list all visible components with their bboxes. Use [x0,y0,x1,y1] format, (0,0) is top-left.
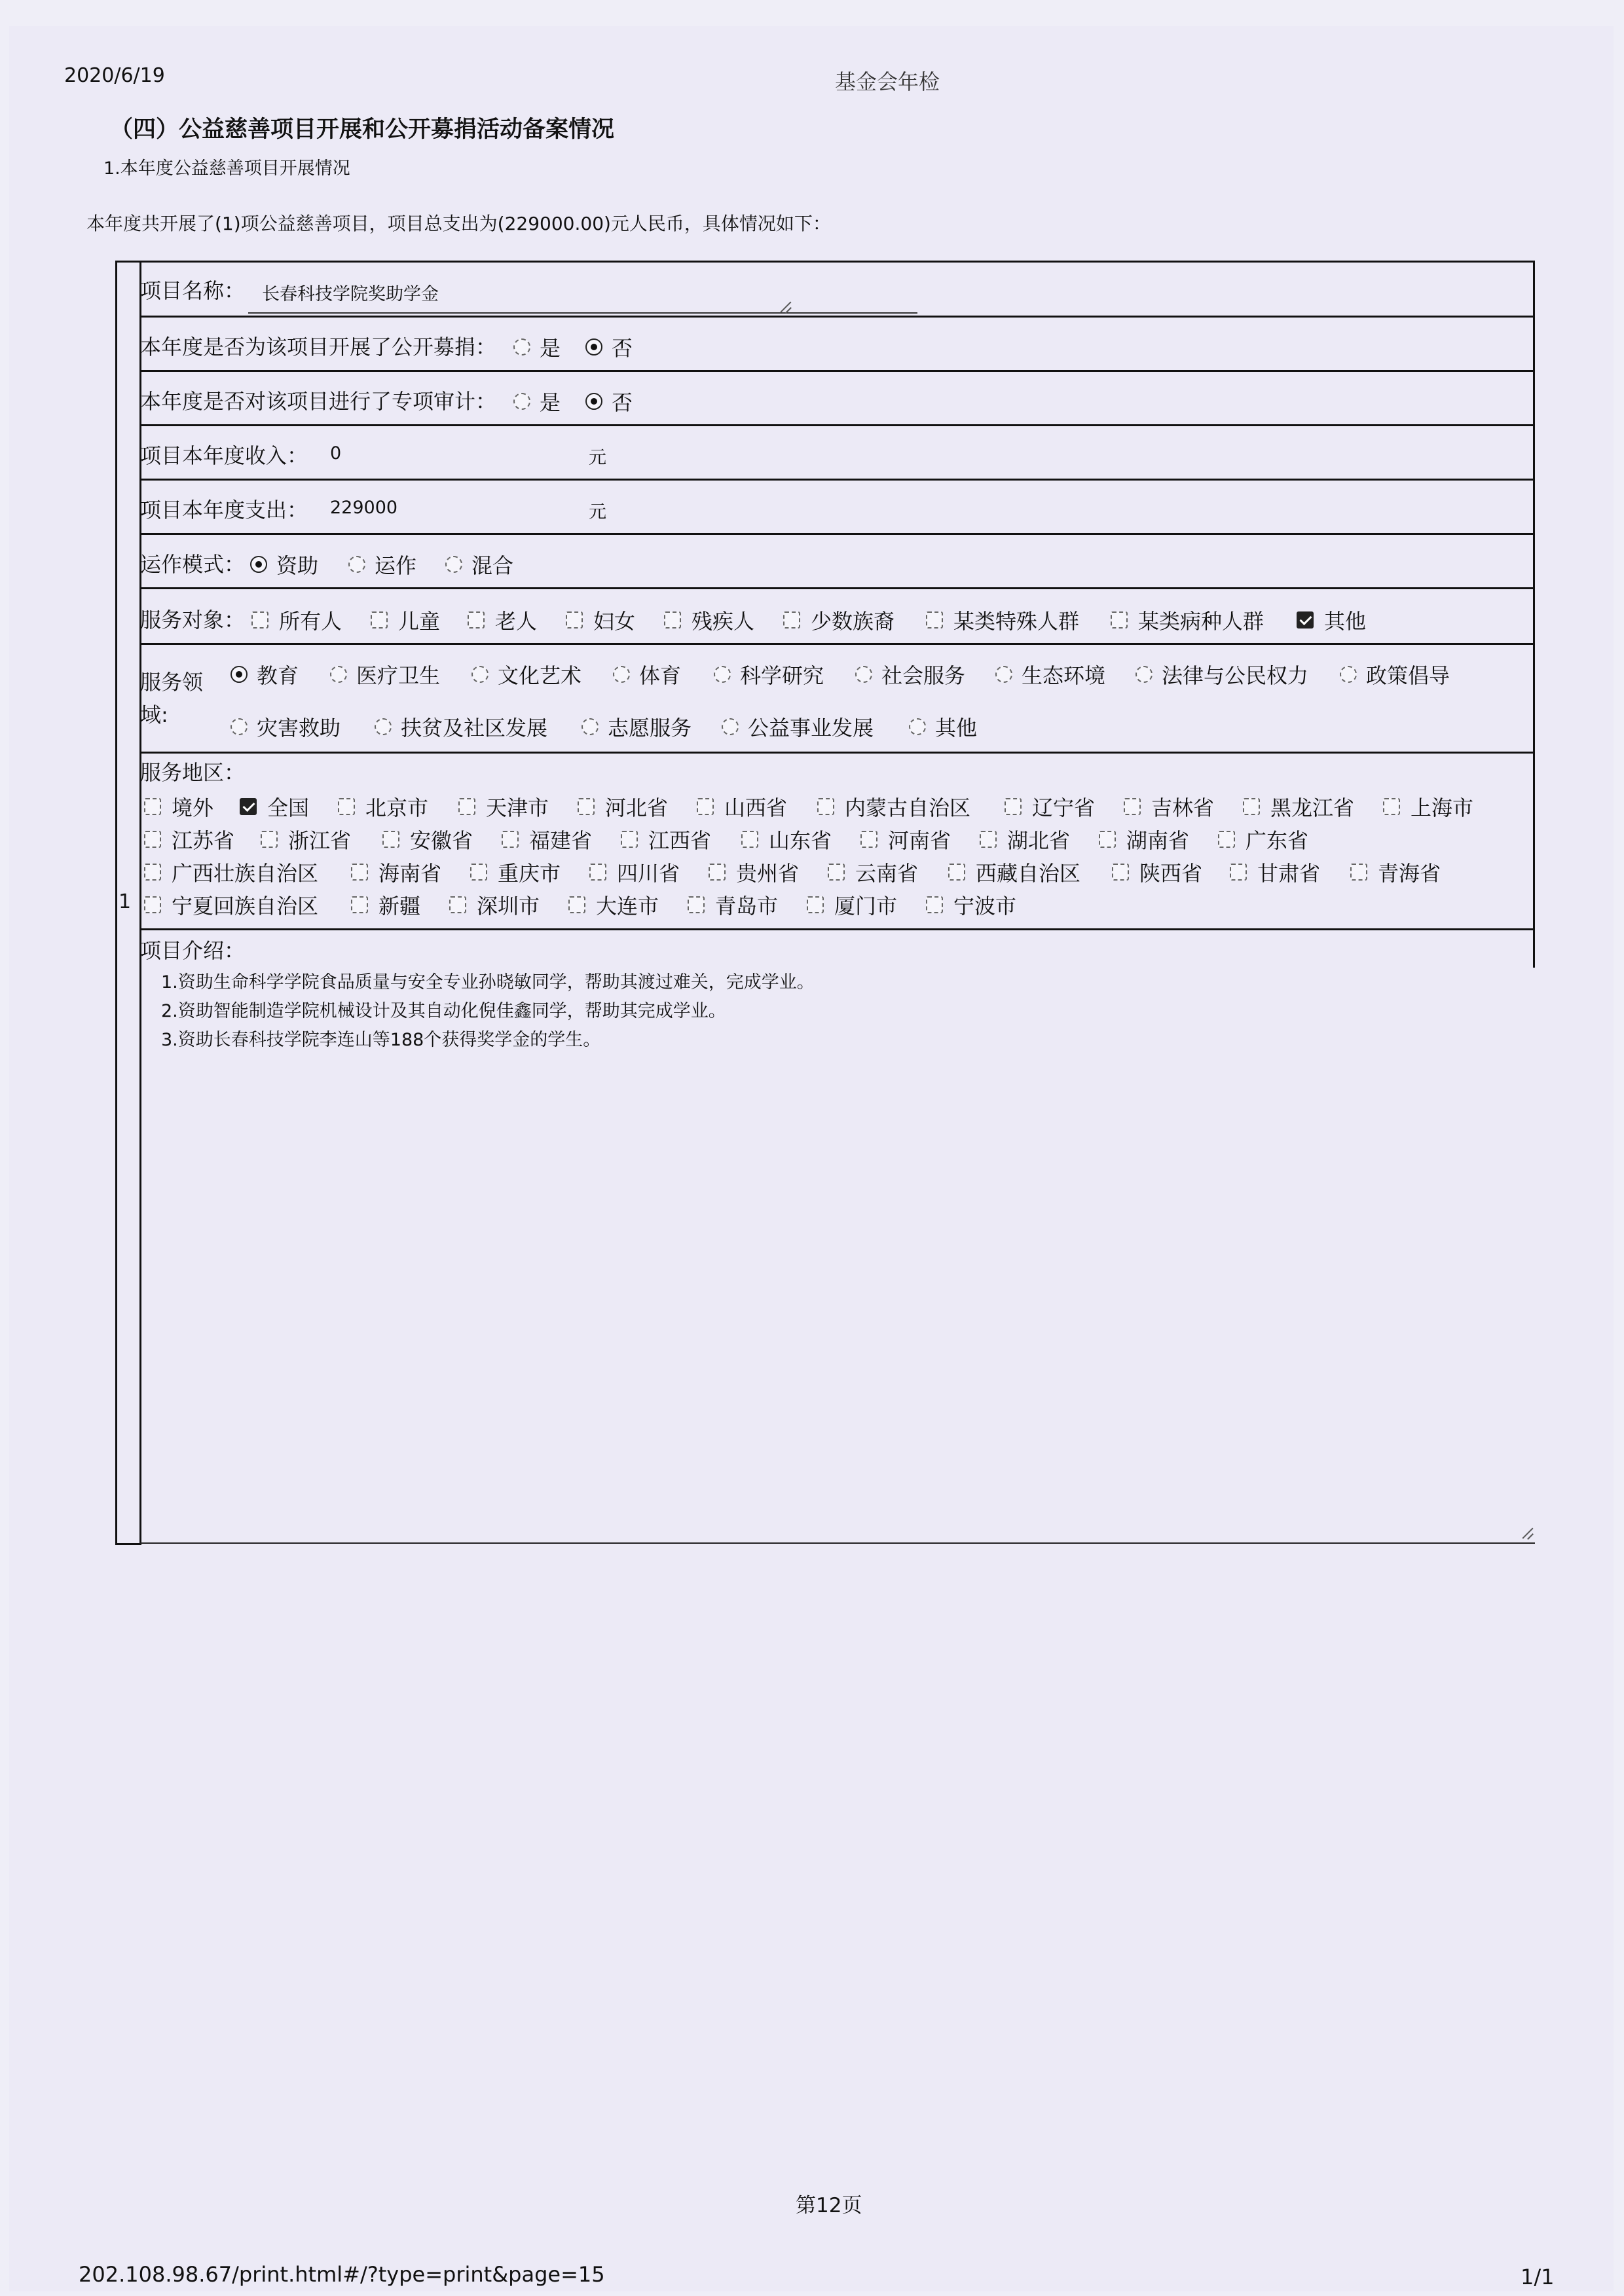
region-option-overseas[interactable]: 境外 [144,792,213,822]
resize-handle-icon[interactable] [1521,1525,1535,1540]
field-option-volunteer[interactable]: 志愿服务 [581,712,692,742]
region-option-zhejiang[interactable]: 浙江省 [261,824,351,854]
field-option-disaster-relief[interactable]: 灾害救助 [231,712,341,742]
checkbox-icon [828,864,845,881]
radio-icon [909,718,926,735]
income-label: 项目本年度收入： [140,443,308,468]
checkbox-icon [458,798,475,815]
checkbox-icon [351,864,368,881]
checkbox-icon [468,611,485,629]
region-option-guangxi[interactable]: 广西壮族自治区 [144,857,318,887]
radio-icon [613,666,630,683]
region-option-henan[interactable]: 河南省 [860,824,951,854]
region-option-liaoning[interactable]: 辽宁省 [1005,792,1095,822]
checkbox-icon [251,611,268,629]
field-label-line2: 域: [140,702,168,727]
checkbox-icon [860,831,877,848]
checkbox-icon [1111,611,1128,629]
checkbox-icon [697,798,714,815]
row-service-field [140,643,1535,752]
fundraising-label: 本年度是否为该项目开展了公开募捐： [140,335,497,359]
region-option-tianjin[interactable]: 天津市 [458,792,549,822]
field-label-line1: 服务领 [140,670,204,695]
mode-option-operating[interactable]: 运作 [348,549,416,579]
region-option-chongqing[interactable]: 重庆市 [470,857,561,887]
region-option-gansu[interactable]: 甘肃省 [1230,857,1320,887]
row-index: 1 [119,890,132,913]
page-count: 1/1 [1521,2265,1555,2289]
row-operation-mode [140,533,1535,587]
region-option-qinghai[interactable]: 青海省 [1350,857,1441,887]
checkbox-icon [566,611,583,629]
project-name-underline [248,312,917,314]
region-option-tibet[interactable]: 西藏自治区 [948,857,1080,887]
fundraising-yes-option[interactable]: 是 [513,332,561,362]
region-option-xiamen[interactable]: 厦门市 [807,890,897,920]
income-field[interactable]: 0 [330,443,342,464]
checkbox-icon [144,896,161,913]
field-option-research[interactable]: 科学研究 [714,659,824,689]
checkbox-icon [1124,798,1141,815]
checkbox-icon [1218,831,1235,848]
region-option-shanghai[interactable]: 上海市 [1383,792,1473,822]
expense-field[interactable]: 229000 [330,498,398,518]
radio-icon [445,556,462,573]
checkbox-icon [783,611,800,629]
project-name-label: 项目名称： [140,278,246,303]
row-service-region [140,752,1535,928]
region-option-inner-mongolia[interactable]: 内蒙古自治区 [817,792,970,822]
field-option-sports[interactable]: 体育 [613,659,681,689]
radio-icon [375,718,392,735]
radio-icon [714,666,731,683]
region-option-beijing[interactable]: 北京市 [338,792,428,822]
mode-label: 运作模式： [140,552,246,577]
checkbox-icon [709,864,726,881]
checkbox-icon [144,798,161,815]
checkbox-checked-icon [240,798,257,815]
intro-line: 2.资助智能制造学院机械设计及其自动化倪佳鑫同学，帮助其完成学业。 [161,1001,726,1021]
checkbox-icon [948,864,965,881]
radio-icon [1340,666,1357,683]
checkbox-icon [382,831,399,848]
checkbox-icon [926,896,943,913]
checkbox-icon [980,831,997,848]
row-income [140,424,1535,479]
audit-label: 本年度是否对该项目进行了专项审计： [140,389,497,414]
row-audit [140,370,1535,424]
radio-icon [513,393,530,410]
radio-icon [471,666,489,683]
audit-yes-option[interactable]: 是 [513,386,561,416]
print-date: 2020/6/19 [64,64,165,87]
target-option-elderly[interactable]: 老人 [468,605,537,635]
region-option-anhui[interactable]: 安徽省 [382,824,473,854]
page-number: 第12页 [796,2194,862,2217]
project-name-field[interactable]: 长春科技学院奖助学金 [262,284,439,304]
region-option-hubei[interactable]: 湖北省 [980,824,1070,854]
region-label: 服务地区： [140,760,246,785]
region-option-jilin[interactable]: 吉林省 [1124,792,1214,822]
target-option-children[interactable]: 儿童 [371,605,440,635]
row-fundraising [140,316,1535,370]
field-option-other[interactable]: 其他 [909,712,977,742]
region-option-guizhou[interactable]: 贵州省 [709,857,799,887]
region-option-nationwide[interactable]: 全国 [240,792,309,822]
checkbox-icon [807,896,824,913]
radio-icon [722,718,739,735]
checkbox-icon [338,798,355,815]
target-option-other[interactable]: 其他 [1297,605,1366,635]
checkbox-icon [589,864,606,881]
checkbox-icon [502,831,519,848]
checkbox-icon [1099,831,1116,848]
region-option-hainan[interactable]: 海南省 [351,857,441,887]
region-option-shanxi[interactable]: 山西省 [697,792,787,822]
print-url: 202.108.98.67/print.html#/?type=print&page=15 [79,2262,605,2287]
region-option-hunan[interactable]: 湖南省 [1099,824,1189,854]
radio-icon [855,666,872,683]
region-option-fujian[interactable]: 福建省 [502,824,592,854]
checkbox-icon [1383,798,1400,815]
region-option-ningxia[interactable]: 宁夏回族自治区 [144,890,318,920]
checkbox-icon [1350,864,1367,881]
expense-unit: 元 [589,502,606,522]
target-option-special-groups[interactable]: 某类特殊人群 [926,605,1079,635]
row-service-target [140,587,1535,643]
income-unit: 元 [589,448,606,468]
mode-option-funding[interactable]: 资助 [250,549,318,579]
field-option-ecology[interactable]: 生态环境 [995,659,1105,689]
target-option-disabled[interactable]: 残疾人 [664,605,754,635]
checkbox-icon [1230,864,1247,881]
checkbox-icon [1112,864,1129,881]
checkbox-icon [144,831,161,848]
resize-handle-icon[interactable] [779,299,793,314]
target-label: 服务对象： [140,608,246,632]
checkbox-icon [926,611,943,629]
region-option-xinjiang[interactable]: 新疆 [351,890,420,920]
checkbox-icon [1243,798,1260,815]
checkbox-icon [261,831,278,848]
field-option-social-service[interactable]: 社会服务 [855,659,965,689]
checkbox-checked-icon [1297,611,1314,629]
radio-icon [330,666,347,683]
checkbox-icon [741,831,758,848]
field-option-public-welfare[interactable]: 公益事业发展 [722,712,874,742]
region-option-hebei[interactable]: 河北省 [578,792,668,822]
field-option-policy[interactable]: 政策倡导 [1340,659,1450,689]
target-option-women[interactable]: 妇女 [566,605,635,635]
region-option-dalian[interactable]: 大连市 [568,890,659,920]
region-option-jiangsu[interactable]: 江苏省 [144,824,234,854]
checkbox-icon [568,896,585,913]
field-option-law[interactable]: 法律与公民权力 [1135,659,1308,689]
project-summary: 本年度共开展了(1)项公益慈善项目，项目总支出为(229000.00)元人民币，具体情况如下： [86,213,831,234]
region-option-qingdao[interactable]: 青岛市 [688,890,778,920]
radio-icon [1135,666,1153,683]
row-expense [140,479,1535,533]
checkbox-icon [351,896,368,913]
intro-line: 3.资助长春科技学院李连山等188个获得奖学金的学生。 [161,1030,601,1050]
region-option-heilongjiang[interactable]: 黑龙江省 [1243,792,1354,822]
region-option-shenzhen[interactable]: 深圳市 [449,890,540,920]
section-subtitle: 1.本年度公益慈善项目开展情况 [103,158,350,179]
radio-selected-icon [585,338,602,355]
fundraising-no-option[interactable]: 否 [585,332,633,362]
field-option-health[interactable]: 医疗卫生 [330,659,440,689]
radio-selected-icon [250,556,267,573]
target-option-disease-groups[interactable]: 某类病种人群 [1111,605,1264,635]
radio-icon [348,556,365,573]
field-option-poverty[interactable]: 扶贫及社区发展 [375,712,547,742]
checkbox-icon [688,896,705,913]
audit-no-option[interactable]: 否 [585,386,633,416]
row-project-name [140,261,1535,316]
checkbox-icon [449,896,466,913]
region-option-guangdong[interactable]: 广东省 [1218,824,1308,854]
intro-textarea[interactable] [140,968,1535,1544]
intro-line: 1.资助生命科学学院食品质量与安全专业孙晓敏同学，帮助其渡过难关，完成学业。 [161,972,815,993]
checkbox-icon [1005,798,1022,815]
field-option-culture[interactable]: 文化艺术 [471,659,581,689]
target-option-all[interactable]: 所有人 [251,605,342,635]
checkbox-icon [817,798,834,815]
checkbox-icon [371,611,388,629]
checkbox-icon [621,831,638,848]
checkbox-icon [470,864,487,881]
region-option-ningbo[interactable]: 宁波市 [926,890,1016,920]
checkbox-icon [144,864,161,881]
radio-icon [513,338,530,355]
row-intro-header [140,928,1535,968]
region-option-jiangxi[interactable]: 江西省 [621,824,711,854]
print-title: 基金会年检 [835,69,940,94]
checkbox-icon [664,611,681,629]
region-option-sichuan[interactable]: 四川省 [589,857,680,887]
field-option-education[interactable]: 教育 [231,659,299,689]
radio-icon [581,718,599,735]
expense-label: 项目本年度支出： [140,498,308,522]
radio-selected-icon [231,666,248,683]
region-option-shandong[interactable]: 山东省 [741,824,832,854]
region-option-yunnan[interactable]: 云南省 [828,857,918,887]
region-option-shaanxi[interactable]: 陕西省 [1112,857,1202,887]
checkbox-icon [578,798,595,815]
radio-icon [231,718,248,735]
radio-icon [995,666,1012,683]
target-option-minorities[interactable]: 少数族裔 [783,605,895,635]
mode-option-mixed[interactable]: 混合 [445,549,513,579]
intro-label: 项目介绍： [140,938,246,963]
section-title: （四）公益慈善项目开展和公开募捐活动备案情况 [110,117,615,143]
radio-selected-icon [585,393,602,410]
